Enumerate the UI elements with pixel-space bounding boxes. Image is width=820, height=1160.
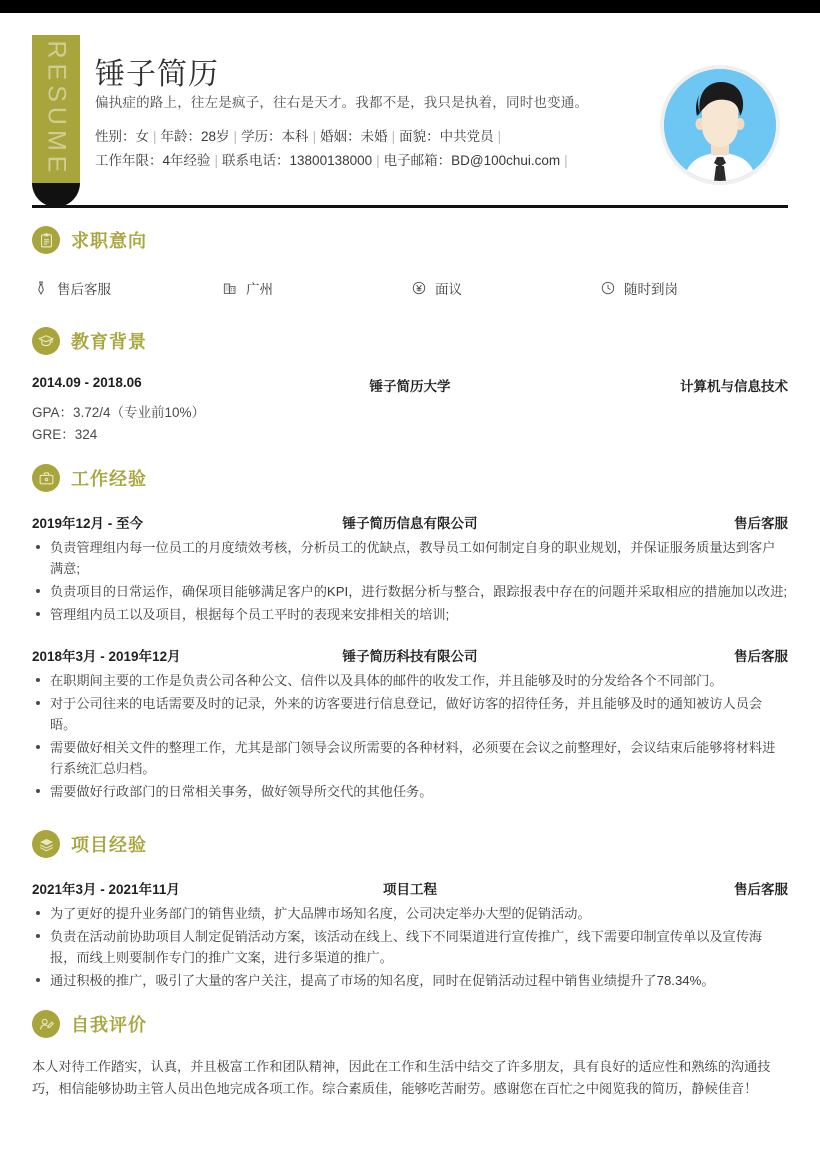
education-entries bbox=[32, 375, 788, 446]
briefcase-icon bbox=[32, 464, 60, 492]
job-intent-item-label: 随时到岗 bbox=[624, 282, 678, 297]
section-education bbox=[32, 327, 788, 446]
clock-icon bbox=[599, 280, 616, 297]
work-entry-header bbox=[32, 512, 788, 530]
resume-vertical-banner bbox=[32, 35, 80, 183]
education-detail-line: GPA：3.72/4（专业前10%） bbox=[32, 405, 206, 420]
job-intent-item bbox=[32, 278, 221, 298]
list-item: 需要做好相关文件的整理工作，尤其是部门领导会议所需要的各种材料，必须要在会议之前整理好，会议结束后能够将材料进行系统汇总归档。 bbox=[32, 737, 788, 779]
work-entries bbox=[32, 512, 788, 802]
project-entry bbox=[32, 878, 788, 991]
work-entry bbox=[32, 645, 788, 802]
project-entries bbox=[32, 878, 788, 991]
personal-info-item: 性别：女 bbox=[95, 129, 149, 144]
resume-banner-cap-shape bbox=[32, 183, 80, 207]
section-heading-self-eval bbox=[32, 1010, 788, 1038]
avatar bbox=[660, 65, 780, 185]
info-separator: | bbox=[153, 129, 157, 144]
list-item: 在职期间主要的工作是负责公司各种公文、信件以及具体的邮件的收发工作，并且能够及时的分发给各个不同部门。 bbox=[32, 670, 788, 691]
job-intent-item-label: 广州 bbox=[246, 282, 273, 297]
personal-info-block bbox=[95, 125, 572, 173]
education-role: 计算机与信息技术 bbox=[680, 379, 788, 394]
graduation-cap-icon bbox=[32, 327, 60, 355]
list-item: 对于公司往来的电话需要及时的记录，外来的访客要进行信息登记，做好访客的招待任务，并且能够及时的通知被访人员会晤。 bbox=[32, 693, 788, 735]
education-details bbox=[32, 402, 788, 446]
top-black-bar bbox=[0, 0, 820, 13]
personal-info-item: 婚姻：未婚 bbox=[320, 129, 388, 144]
personal-info-item: 年龄：28岁 bbox=[160, 129, 230, 144]
building-icon bbox=[221, 280, 238, 297]
project-role: 售后客服 bbox=[734, 882, 788, 897]
layers-icon bbox=[32, 830, 60, 858]
list-item: 管理组内员工以及项目，根据每个员工平时的表现来安排相关的培训; bbox=[32, 604, 788, 625]
resume-banner-label: RESUME bbox=[42, 40, 71, 178]
project-entry-header bbox=[32, 878, 788, 896]
personal-info-line-1 bbox=[95, 125, 572, 149]
info-separator: | bbox=[214, 153, 219, 168]
section-title-education: 教育背景 bbox=[71, 332, 147, 352]
work-organization: 锤子简历信息有限公司 bbox=[342, 516, 478, 531]
info-separator: | bbox=[564, 153, 568, 168]
job-intent-item bbox=[410, 278, 599, 298]
info-separator: | bbox=[312, 129, 317, 144]
work-role: 售后客服 bbox=[734, 649, 788, 664]
education-organization: 锤子简历大学 bbox=[369, 379, 451, 394]
work-entry bbox=[32, 512, 788, 625]
work-role: 售后客服 bbox=[734, 516, 788, 531]
clipboard-icon bbox=[32, 226, 60, 254]
self-evaluation-paragraph: 本人对待工作踏实，认真，并且极富工作和团队精神，因此在工作和生活中结交了许多朋友，具有良好的适应性和熟练的沟通技巧，相信能够协助主管人员出色地完成各项工作。综合素质佳，能够吃苦耐劳。感谢您在百忙之中阅览我的简历，静候佳音！ bbox=[32, 1059, 771, 1096]
project-bullet-list bbox=[32, 903, 788, 991]
header-slogan: 偏执症的路上，往左是疯子，往右是天才。我都不是，我只是执着，同时也变通。 bbox=[95, 95, 589, 110]
work-period: 2018年3月 - 2019年12月 bbox=[32, 649, 181, 664]
job-intent-item-label: 售后客服 bbox=[57, 282, 111, 297]
list-item: 通过积极的推广，吸引了大量的客户关注，提高了市场的知名度，同时在促销活动过程中销售业绩提升了78.34%。 bbox=[32, 970, 788, 991]
personal-info-item: 工作年限：4年经验 bbox=[95, 153, 211, 168]
personal-info-item: 电子邮箱：BD@100chui.com bbox=[383, 153, 561, 168]
work-bullet-list bbox=[32, 670, 788, 802]
info-separator: | bbox=[233, 129, 238, 144]
job-intent-item bbox=[599, 278, 788, 298]
section-heading-work bbox=[32, 464, 788, 492]
section-heading-job-intent bbox=[32, 226, 788, 254]
work-entry-header bbox=[32, 645, 788, 663]
job-intent-item-label: 面议 bbox=[435, 282, 462, 297]
section-heading-education bbox=[32, 327, 788, 355]
personal-info-item: 面貌：中共党员 bbox=[399, 129, 494, 144]
resume-header bbox=[0, 13, 820, 200]
info-separator: | bbox=[391, 129, 396, 144]
section-title-project: 项目经验 bbox=[71, 835, 147, 855]
list-item: 负责在活动前协助项目人制定促销活动方案，该活动在线上、线下不同渠道进行宣传推广，线下需要印制宣传单以及宣传海报，而线上则要制作专门的推广文案，进行多渠道的推广。 bbox=[32, 926, 788, 968]
header-divider bbox=[32, 205, 788, 208]
personal-info-item: 联系电话：13800138000 bbox=[222, 153, 373, 168]
avatar-person-illustration bbox=[664, 69, 776, 181]
person-edit-icon bbox=[32, 1010, 60, 1038]
list-item: 负责管理组内每一位员工的月度绩效考核，分析员工的优缺点，教导员工如何制定自身的职业规划，并保证服务质量达到客户满意; bbox=[32, 537, 788, 579]
section-title-work: 工作经验 bbox=[71, 469, 147, 489]
section-heading-project bbox=[32, 830, 788, 858]
education-entry bbox=[32, 375, 788, 446]
personal-info-line-2 bbox=[95, 149, 572, 173]
education-detail-line: GRE：324 bbox=[32, 427, 98, 442]
yen-icon bbox=[410, 280, 427, 297]
section-project-experience bbox=[32, 830, 788, 993]
section-title-self-eval: 自我评价 bbox=[71, 1015, 147, 1035]
list-item: 负责项目的日常运作，确保项目能够满足客户的KPI，进行数据分析与整合，跟踪报表中存在的问题并采取相应的措施加以改进; bbox=[32, 581, 788, 602]
tie-icon bbox=[32, 280, 49, 297]
project-period: 2021年3月 - 2021年11月 bbox=[32, 882, 180, 897]
education-period: 2014.09 - 2018.06 bbox=[32, 375, 142, 390]
education-entry-header bbox=[32, 375, 788, 393]
section-self-evaluation bbox=[32, 1010, 788, 1100]
work-bullet-list bbox=[32, 537, 788, 625]
work-period: 2019年12月 - 至今 bbox=[32, 516, 144, 531]
section-title-job-intent: 求职意向 bbox=[71, 231, 147, 251]
list-item: 为了更好的提升业务部门的销售业绩，扩大品牌市场知名度，公司决定举办大型的促销活动。 bbox=[32, 903, 788, 924]
job-intent-item bbox=[221, 278, 410, 298]
list-item: 需要做好行政部门的日常相关事务，做好领导所交代的其他任务。 bbox=[32, 781, 788, 802]
info-separator: | bbox=[376, 153, 380, 168]
page-title: 锤子简历 bbox=[95, 58, 219, 91]
info-separator: | bbox=[497, 129, 502, 144]
section-work-experience bbox=[32, 464, 788, 804]
avatar-image bbox=[664, 69, 776, 181]
project-organization: 项目工程 bbox=[383, 882, 437, 897]
job-intent-items bbox=[32, 278, 788, 298]
work-organization: 锤子简历科技有限公司 bbox=[342, 649, 478, 664]
personal-info-item: 学历：本科 bbox=[241, 129, 309, 144]
section-job-intent bbox=[32, 226, 788, 298]
